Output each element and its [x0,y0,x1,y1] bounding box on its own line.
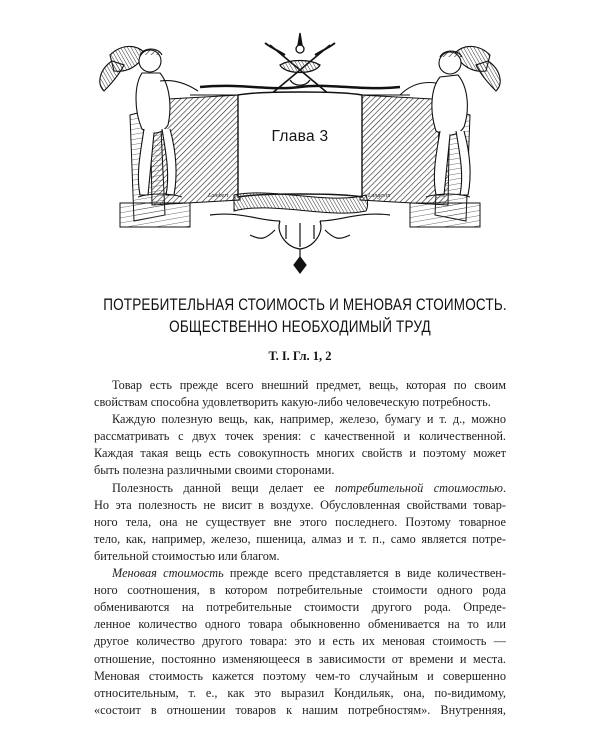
text-line: Меновая стоимость кажется поэтому чем-то случайным и совершенно [94,668,506,683]
chapter-title-line-1: ПОТРЕБИТЕЛЬНАЯ СТОИМОСТЬ И МЕНОВАЯ СТОИМОСТЬ. [103,296,507,314]
source-reference: Т. I. Гл. 1, 2 [268,349,332,363]
text-line: рассматривать с двух точек зрения: с качественной и количественной. [94,429,506,444]
term-use-value: потребительной стоимостью [334,480,503,495]
text-line: бительной стоимостью или благом. [94,548,280,563]
text-span: прежде всего представляется в виде количествен- [223,566,506,581]
text-span: Полезность данной вещи делает ее [112,480,335,495]
text-line: ного тела, она не существует вне этого последнего. Поэтому товарное [94,514,506,529]
text-line: другое количество другого товара: это и есть их меновая стоимость — [94,634,506,649]
text-line: «состоит в отношении товаров к нашим потребностям». Внутренняя, [94,702,506,717]
text-line: быть полезна различными своими сторонами. [94,463,335,478]
text-line: Каждая такая вещь есть совокупность многих свойств и поэтому может [94,446,506,461]
chapter-ornament-illustration [90,25,510,275]
text-line [94,565,506,582]
text-line: отношение, постоянно изменяющееся в зависимости от времени и места. [94,651,506,666]
signature-right: Langevin [368,193,391,199]
text-line: Каждую полезную вещь, как, например, железо, бумагу и т. д., можно [112,412,506,427]
signature-left: Lambert [208,193,229,199]
text-span: . [502,480,506,495]
chapter-label: Глава 3 [271,128,329,145]
text-line: Товар есть прежде всего внешний предмет, вещь, которая по своим [112,378,506,392]
text-line: тело, как, например, железо, пшеница, алмаз и т. п., само является потре- [94,531,506,546]
text-line: свойствам способна удовлетворить какую-либо человеческую потребность. [94,395,491,410]
text-line [94,480,506,497]
text-line: Но эта полезность не висит в воздухе. Обусловленная свойствами товар- [94,497,506,512]
text-line: ленное количество одного товара обыкновенно обменивается на то или [94,617,506,632]
base-lyre-ornament [210,214,390,273]
term-exchange-value: Меновая стоимость [112,566,224,581]
chapter-title-line-2: ОБЩЕСТВЕННО НЕОБХОДИМЫЙ ТРУД [169,318,431,336]
text-line: обмениваются на потребительные стоимости другого рода. Опреде- [94,600,506,615]
chapter-title [103,294,507,338]
body-text [94,377,506,719]
text-line: ного соотношения, в котором потребительные стоимости одного рода [94,583,506,598]
text-line: относительным, т. е., как это выразил Кондильяк, она, по-видимому, [94,685,506,700]
